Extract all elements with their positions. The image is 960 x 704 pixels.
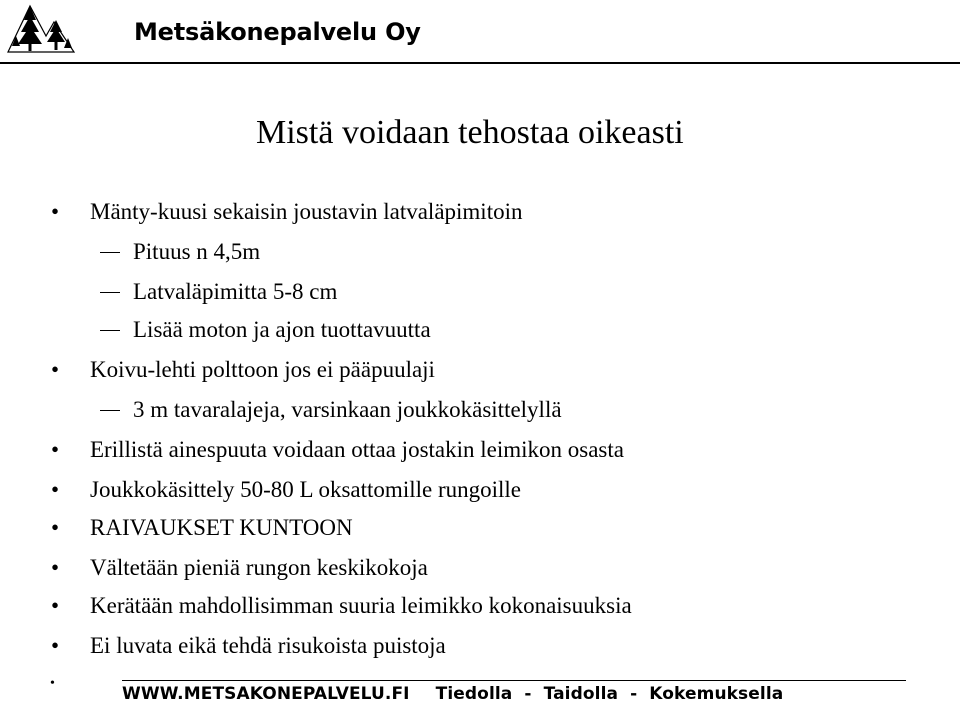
bullet-text: Mänty-kuusi sekaisin joustavin latvaläpimitoin [90,199,523,224]
bullet-dot-icon: • [50,633,60,658]
bullet-marker: • [50,676,55,691]
footer-divider [122,680,906,681]
bullet-text: Koivu-lehti polttoon jos ei pääpuulaji [90,357,435,382]
bullet-dot-icon: • [50,515,60,540]
bullet-text: Latvaläpimitta 5-8 cm [133,279,338,304]
bullet-text: Ei luvata eikä tehdä risukoista puistoja [90,633,446,658]
website-link[interactable]: WWW.METSAKONEPALVELU.FI [122,684,410,704]
bullet-dot-icon: • [50,555,60,580]
bullet-text: Pituus n 4,5m [133,239,261,264]
bullet-text: 3 m tavaralajeja, varsinkaan joukkokäsittelyllä [133,397,562,422]
bullet-text: Joukkokäsittely 50-80 L oksattomille rungoille [90,477,521,502]
bullet-dot-icon: • [50,357,60,382]
mountain-pines-logo-icon [6,2,76,54]
slide-title: Mistä voidaan tehostaa oikeasti [256,114,684,151]
bullet-text: Kerätään mahdollisimman suuria leimikko kokonaisuuksia [90,593,632,618]
bullet-dot-icon: • [50,477,60,502]
bullet-text: Lisää moton ja ajon tuottavuutta [133,317,431,342]
dash-icon [100,252,120,253]
header-divider [0,62,960,64]
bullet-text: Erillistä ainespuuta voidaan ottaa jostakin leimikon osasta [90,437,624,462]
dash-icon [100,410,120,411]
dash-icon [100,330,120,331]
bullet-dot-icon: • [50,437,60,462]
bullet-dot-icon: • [50,199,60,224]
bullet-dot-icon: • [50,593,60,618]
footer-bar [122,684,783,704]
bullet-text: RAIVAUKSET KUNTOON [90,515,353,540]
footer-tagline: Tiedolla - Taidolla - Kokemuksella [435,684,784,704]
company-name: Metsäkonepalvelu Oy [134,18,421,46]
bullet-text: Vältetään pieniä rungon keskikokoja [90,555,428,580]
dash-icon [100,292,120,293]
